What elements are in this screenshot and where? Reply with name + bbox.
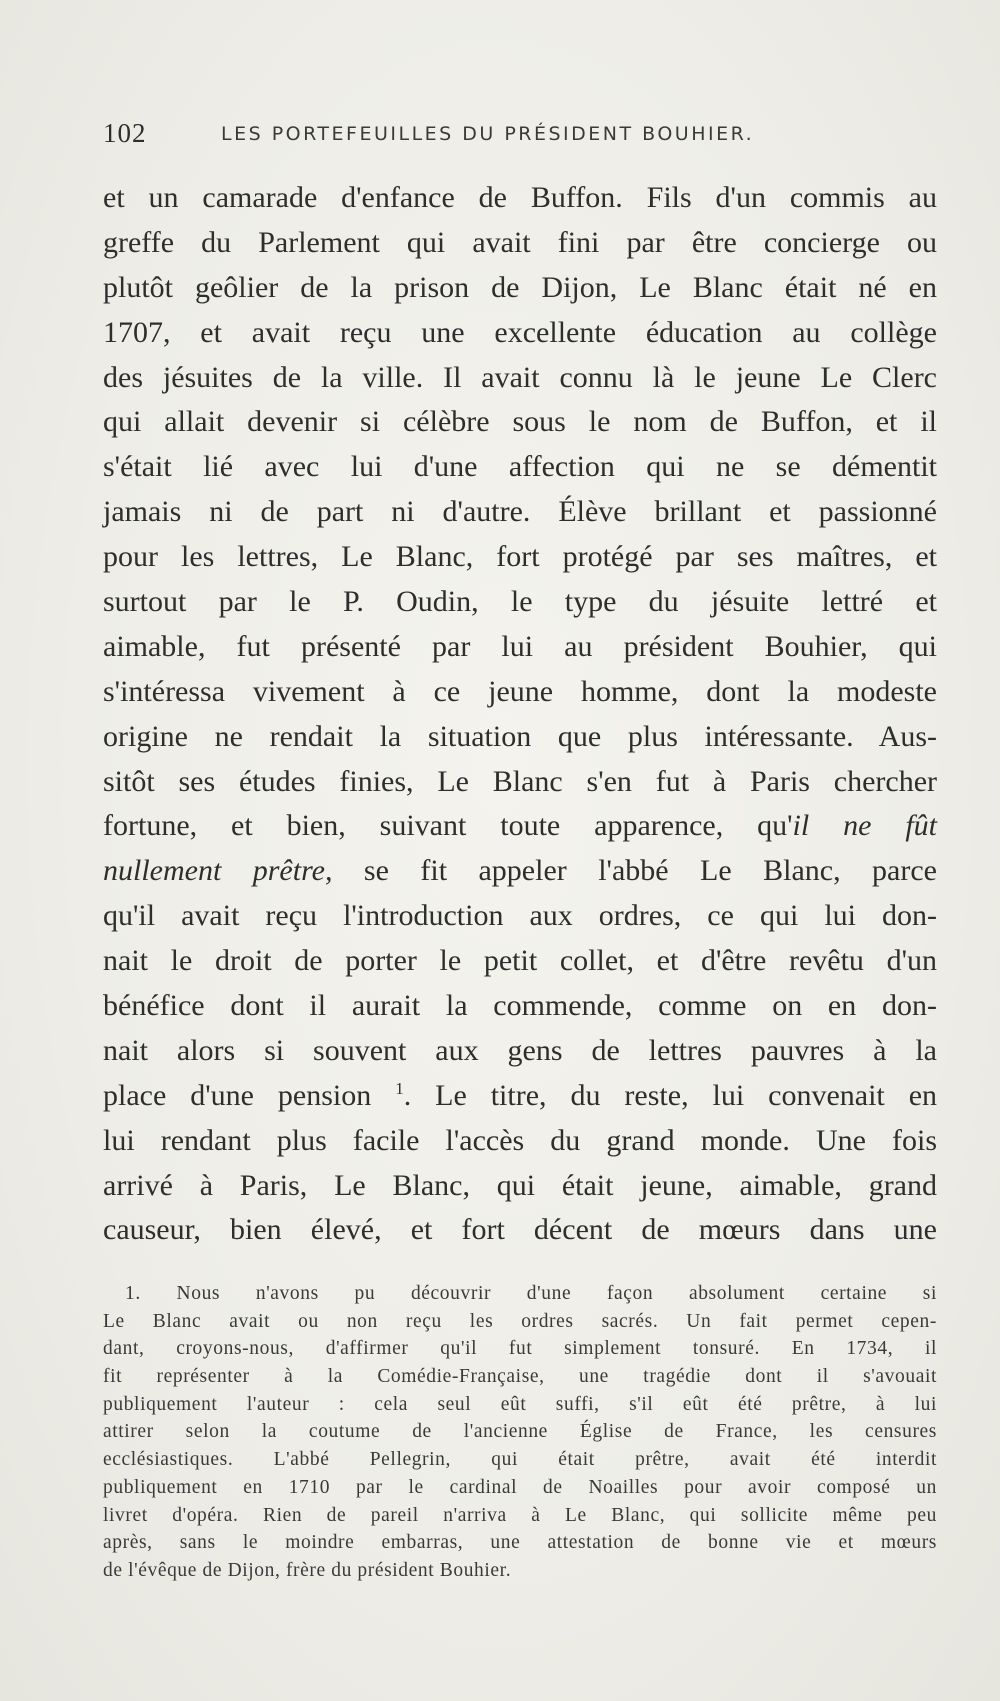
footnote-line: après, sans le moindre embarras, une attestation de bonne vie et mœurs bbox=[103, 1532, 937, 1554]
text-line: surtout par le P. Oudin, le type du jésuite lettré et bbox=[103, 585, 937, 619]
text-line: aimable, fut présenté par lui au président Bouhier, qui bbox=[103, 629, 937, 663]
text-line: bénéfice dont il aurait la commende, comme on en don- bbox=[103, 989, 937, 1023]
text-line: sitôt ses études finies, Le Blanc s'en fut à Paris chercher bbox=[103, 764, 937, 798]
running-head: LES PORTEFEUILLES DU PRÉSIDENT BOUHIER. bbox=[221, 123, 755, 145]
text-line: s'intéressa vivement à ce jeune homme, dont la modeste bbox=[103, 674, 937, 708]
text-line: origine ne rendait la situation que plus intéressante. Aus- bbox=[103, 719, 937, 753]
footnote-line: 1. Nous n'avons pu découvrir d'une façon absolument certaine si bbox=[125, 1283, 937, 1304]
italic-phrase: nullement prêtre, bbox=[103, 854, 333, 888]
footnote-line: publiquement en 1710 par le cardinal de Noailles pour avoir composé un bbox=[103, 1476, 937, 1498]
text-segment: place d'une pension bbox=[103, 1078, 396, 1112]
footnote-line: de l'évêque de Dijon, frère du président Bouhier. bbox=[103, 1559, 512, 1581]
footnote-line: Le Blanc avait ou non reçu les ordres sacrés. Un fait permet cepen- bbox=[103, 1310, 937, 1332]
text-line: plutôt geôlier de la prison de Dijon, Le Blanc était né en bbox=[103, 270, 937, 304]
text-line: lui rendant plus facile l'accès du grand monde. Une fois bbox=[103, 1123, 937, 1157]
main-text bbox=[103, 176, 937, 1253]
text-line: pour les lettres, Le Blanc, fort protégé par ses maîtres, et bbox=[103, 540, 937, 574]
text-line: greffe du Parlement qui avait fini par être concierge ou bbox=[103, 225, 937, 259]
italic-phrase: il ne fût bbox=[792, 809, 937, 843]
footnote-line: publiquement l'auteur : cela seul eût suffi, s'il eût été prêtre, à lui bbox=[103, 1393, 937, 1415]
text-line: qui allait devenir si célèbre sous le nom de Buffon, et il bbox=[103, 405, 937, 439]
text-line bbox=[103, 849, 937, 894]
text-segment: . Le titre, du reste, lui convenait en bbox=[403, 1078, 938, 1112]
page-number: 102 bbox=[103, 118, 147, 148]
footnote-line: ecclésiastiques. L'abbé Pellegrin, qui était prêtre, avait été interdit bbox=[103, 1449, 937, 1471]
text-segment: fortune, et bien, suivant toute apparence, qu' bbox=[103, 809, 793, 843]
text-line: jamais ni de part ni d'autre. Élève brillant et passionné bbox=[103, 495, 937, 529]
text-line: et un camarade d'enfance de Buffon. Fils d'un commis au bbox=[103, 181, 937, 214]
footnote-reference[interactable]: 1 bbox=[395, 1078, 404, 1098]
footnote-line: fit représenter à la Comédie-Française, une tragédie dont il s'avouait bbox=[103, 1366, 937, 1388]
text-line: 1707, et avait reçu une excellente éducation au collège bbox=[103, 315, 937, 349]
page-header bbox=[103, 118, 843, 158]
footnote-line: dant, croyons-nous, d'affirmer qu'il fut simplement tonsuré. En 1734, il bbox=[103, 1338, 937, 1360]
text-line bbox=[103, 804, 937, 849]
text-line: nait le droit de porter le petit collet, et d'être revêtu d'un bbox=[103, 944, 937, 978]
footnote-block bbox=[103, 1280, 937, 1585]
text-line bbox=[103, 1074, 937, 1119]
text-line: qu'il avait reçu l'introduction aux ordres, ce qui lui don- bbox=[103, 899, 937, 933]
footnote-line: livret d'opéra. Rien de pareil n'arriva à Le Blanc, qui sollicite même peu bbox=[103, 1504, 937, 1526]
text-line: s'était lié avec lui d'une affection qui ne se démentit bbox=[103, 450, 937, 484]
footnote-line: attirer selon la coutume de l'ancienne Église de France, les censures bbox=[103, 1421, 937, 1443]
text-segment: se fit appeler l'abbé Le Blanc, parce bbox=[332, 854, 937, 888]
text-line: causeur, bien élevé, et fort décent de mœurs dans une bbox=[103, 1213, 937, 1247]
text-line: nait alors si souvent aux gens de lettres pauvres à la bbox=[103, 1033, 937, 1067]
text-line: des jésuites de la ville. Il avait connu là le jeune Le Clerc bbox=[103, 360, 937, 394]
text-line: arrivé à Paris, Le Blanc, qui était jeune, aimable, grand bbox=[103, 1168, 937, 1202]
